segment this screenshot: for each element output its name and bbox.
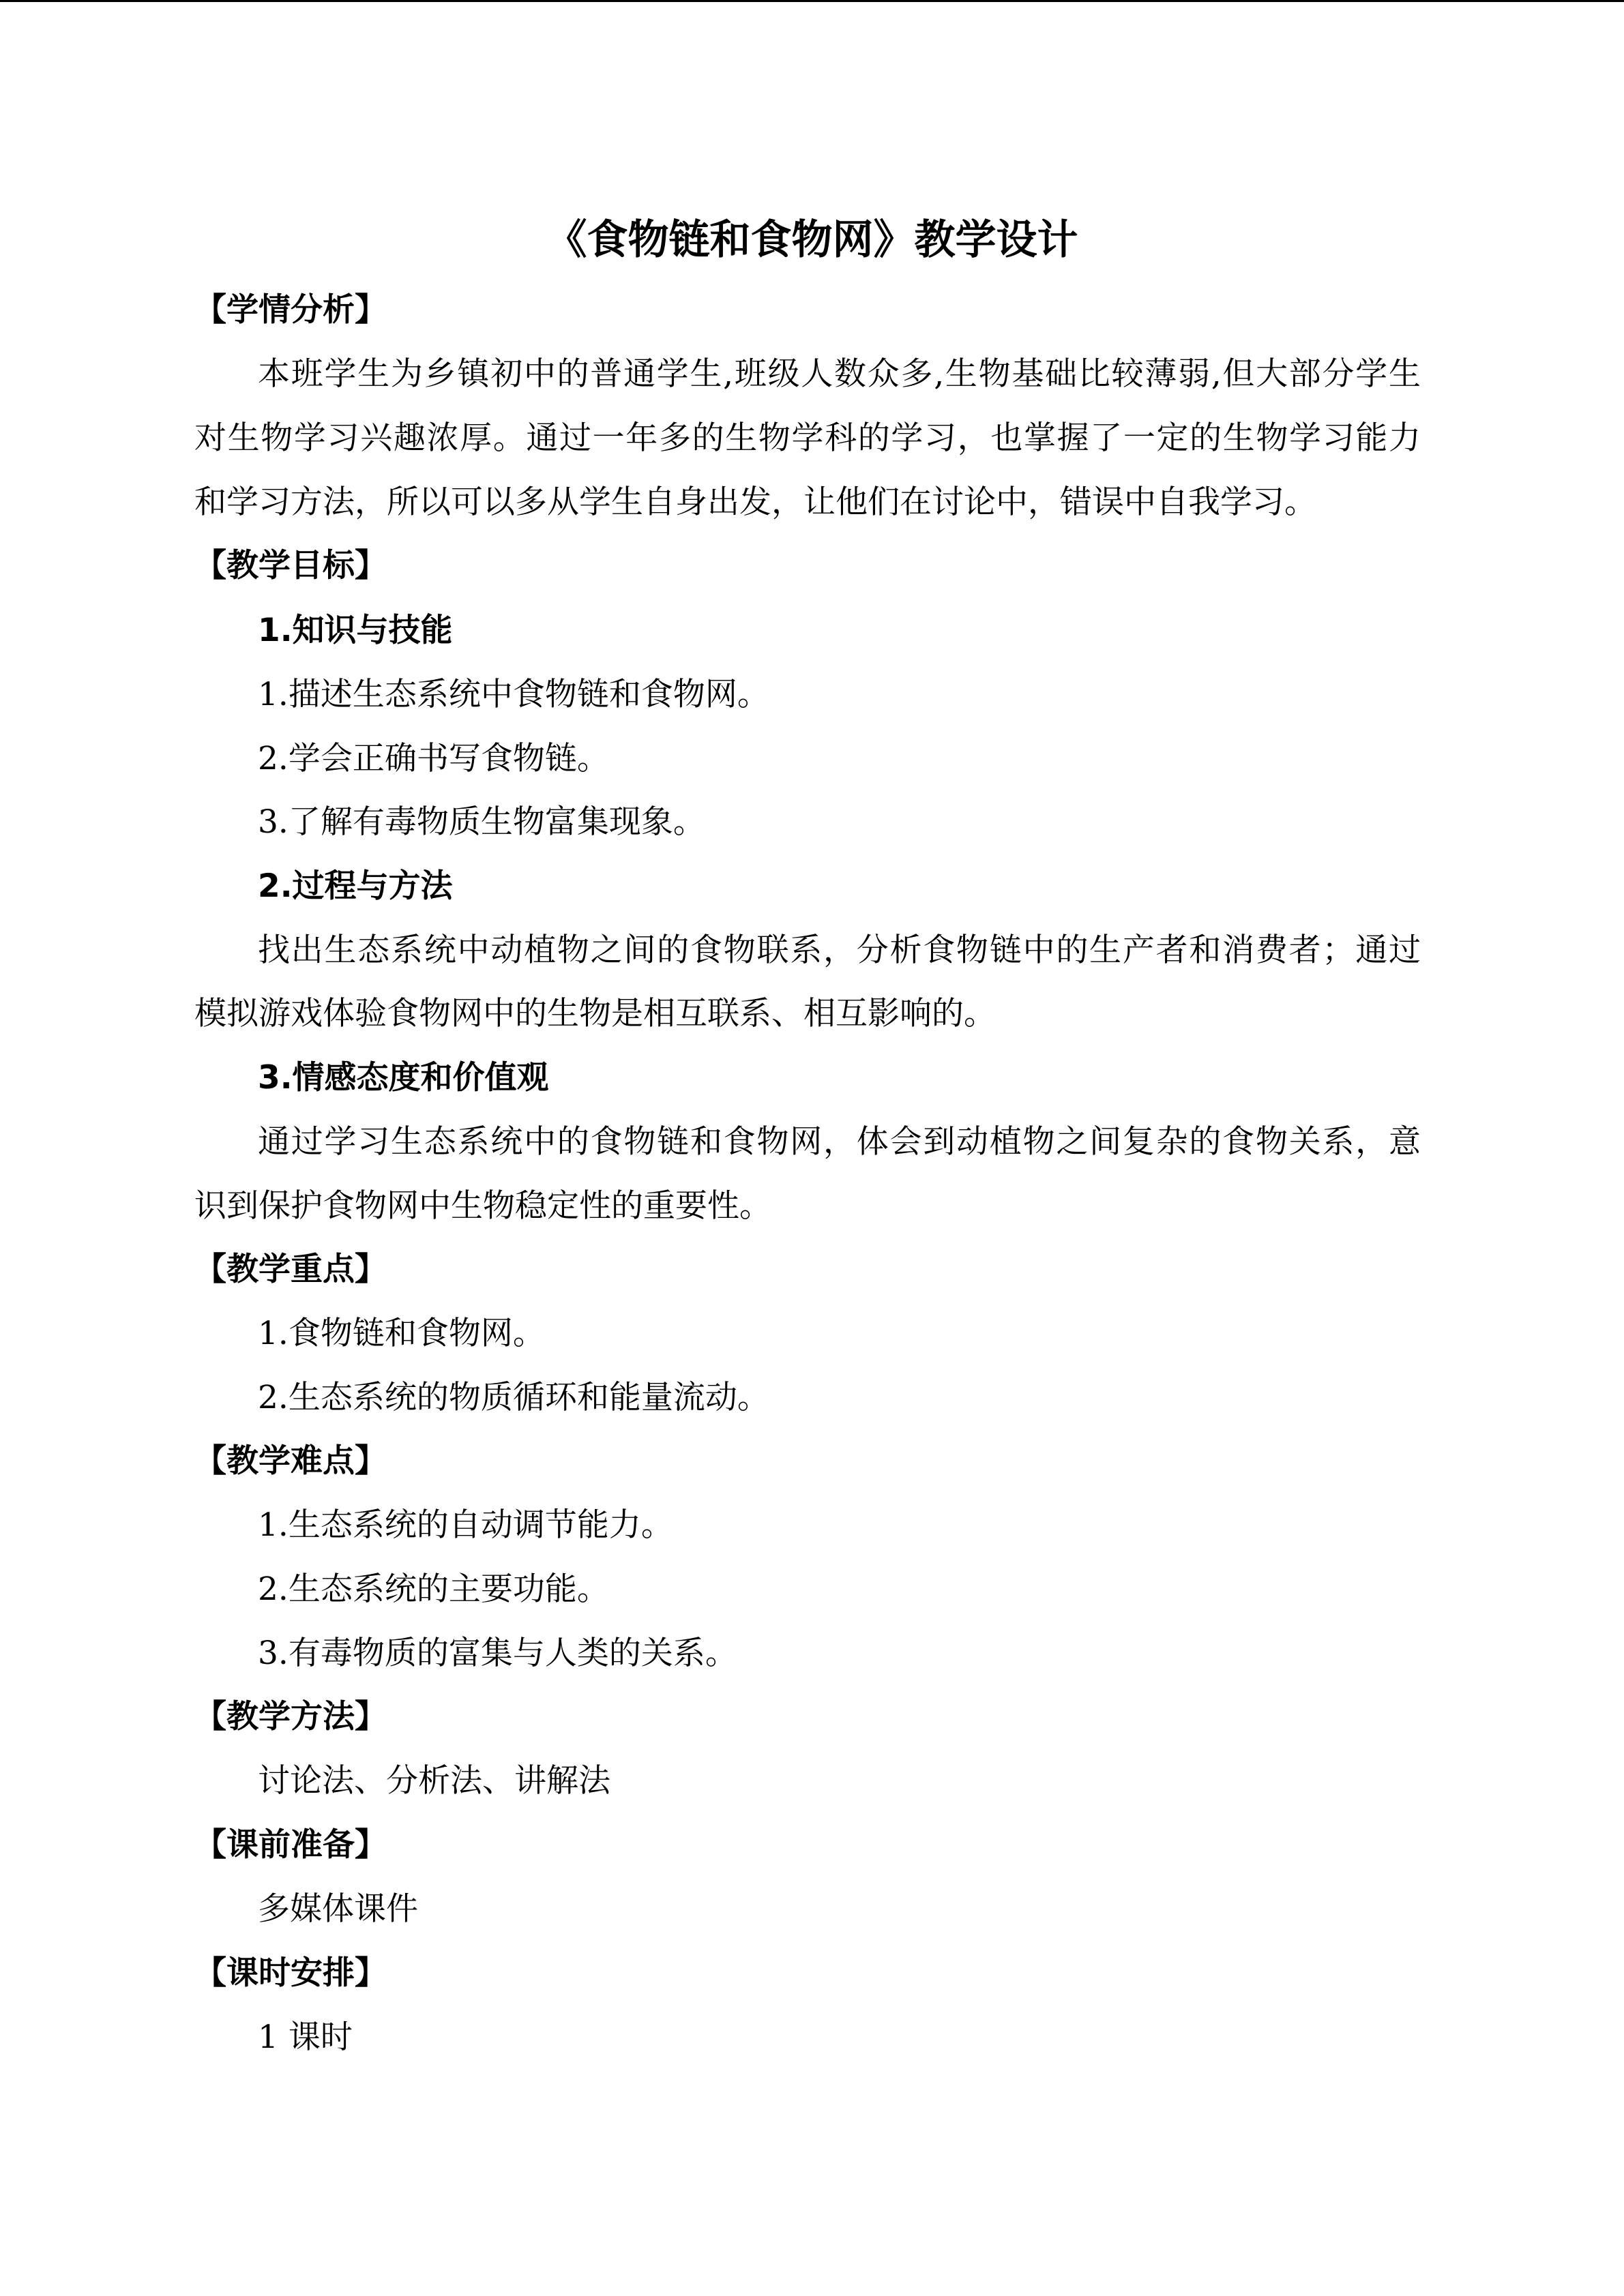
subheading-attitude: 3.情感态度和价值观 bbox=[258, 1059, 549, 1097]
list-item: 3.了解有毒物质生物富集现象。 bbox=[258, 803, 705, 841]
section-heading-anpai: 【课时安排】 bbox=[194, 1954, 387, 1992]
section-heading-nandian: 【教学难点】 bbox=[194, 1442, 387, 1480]
subheading-process: 2.过程与方法 bbox=[258, 867, 453, 905]
paragraph-line: 本班学生为乡镇初中的普通学生,班级人数众多,生物基础比较薄弱,但大部分学生 bbox=[258, 355, 1421, 393]
section-heading-zhongdian: 【教学重点】 bbox=[194, 1251, 387, 1288]
section-heading-xueqing: 【学情分析】 bbox=[194, 291, 387, 329]
list-item: 2.生态系统的物质循环和能量流动。 bbox=[258, 1379, 769, 1416]
section-heading-mubiao: 【教学目标】 bbox=[194, 547, 387, 584]
list-item: 2.学会正确书写食物链。 bbox=[258, 740, 609, 777]
section-heading-fangfa: 【教学方法】 bbox=[194, 1698, 387, 1735]
document-title: 《食物链和食物网》教学设计 bbox=[546, 216, 1078, 264]
paragraph-line: 找出生态系统中动植物之间的食物联系，分析食物链中的生产者和消费者；通过 bbox=[258, 931, 1421, 969]
paragraph-line: 和学习方法，所以可以多从学生自身出发，让他们在讨论中，错误中自我学习。 bbox=[194, 483, 1316, 521]
list-item: 1.食物链和食物网。 bbox=[258, 1315, 545, 1352]
paragraph-line: 模拟游戏体验食物网中的生物是相互联系、相互影响的。 bbox=[194, 995, 996, 1032]
section-text: 多媒体课件 bbox=[258, 1890, 418, 1928]
list-item: 1.生态系统的自动调节能力。 bbox=[258, 1506, 673, 1544]
section-text: 1 课时 bbox=[258, 2018, 353, 2056]
top-border-line bbox=[0, 0, 1624, 2]
list-item: 1.描述生态系统中食物链和食物网。 bbox=[258, 676, 769, 713]
section-heading-zhunbei: 【课前准备】 bbox=[194, 1826, 387, 1864]
subheading-knowledge: 1.知识与技能 bbox=[258, 612, 453, 649]
section-text: 讨论法、分析法、讲解法 bbox=[258, 1762, 610, 1800]
paragraph-line: 对生物学习兴趣浓厚。通过一年多的生物学科的学习，也掌握了一定的生物学习能力 bbox=[194, 419, 1421, 457]
list-item: 3.有毒物质的富集与人类的关系。 bbox=[258, 1635, 737, 1672]
paragraph-line: 识到保护食物网中生物稳定性的重要性。 bbox=[194, 1187, 771, 1225]
paragraph-line: 通过学习生态系统中的食物链和食物网，体会到动植物之间复杂的食物关系，意 bbox=[258, 1123, 1421, 1161]
list-item: 2.生态系统的主要功能。 bbox=[258, 1570, 609, 1608]
